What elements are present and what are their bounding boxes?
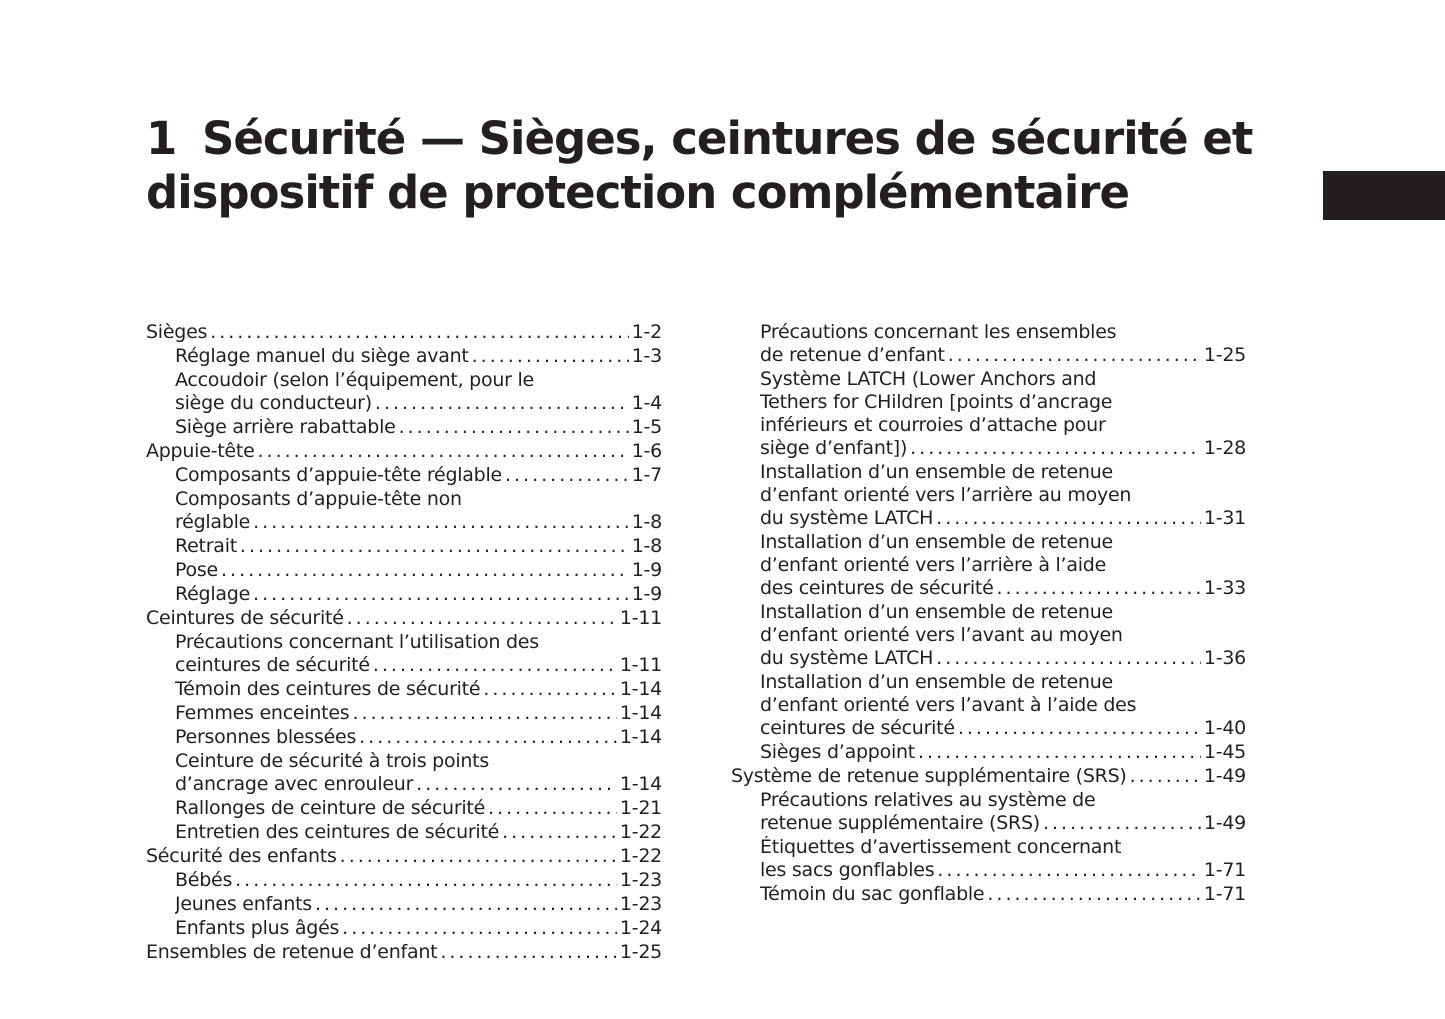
toc-entry-text: Retrait	[175, 535, 237, 557]
toc-entry-last-line	[146, 941, 662, 964]
toc-entry-text: Installation d’un ensemble de retenue	[760, 531, 1113, 553]
toc-page-number: 1-25	[619, 941, 662, 963]
toc-page-number: 1-22	[619, 821, 662, 843]
toc-subsection-entry[interactable]	[146, 702, 662, 725]
toc-page-number: 1-71	[1203, 859, 1246, 881]
toc-entry-text: d’enfant orienté vers l’avant au moyen	[760, 624, 1123, 646]
toc-page-number: 1-14	[619, 773, 662, 795]
toc-page-number: 1-9	[631, 559, 662, 581]
toc-subsection-entry[interactable]	[146, 726, 662, 749]
toc-page-number: 1-8	[631, 511, 662, 533]
toc-entry-line	[760, 601, 1246, 624]
toc-subsection-entry[interactable]	[146, 631, 662, 677]
toc-page-number: 1-33	[1203, 577, 1246, 599]
toc-entry-line	[760, 789, 1246, 812]
toc-entry-text: d’enfant orienté vers l’arrière à l’aide	[760, 554, 1107, 576]
toc-entry-text: Installation d’un ensemble de retenue	[760, 461, 1113, 483]
toc-entry-text: ceintures de sécurité	[175, 654, 370, 676]
toc-entry-text: Enfants plus âgés	[175, 917, 340, 939]
toc-entry-text: les sacs gonflables	[760, 859, 935, 881]
toc-dot-leader	[342, 917, 617, 940]
toc-section-entry[interactable]	[146, 845, 662, 868]
toc-dot-leader	[488, 797, 617, 820]
toc-entry-line	[760, 484, 1246, 507]
toc-subsection-entry[interactable]	[731, 789, 1246, 835]
toc-entry-last-line	[175, 654, 662, 677]
toc-entry-text: Composants d’appuie-tête réglable	[175, 464, 502, 486]
toc-entry-line	[760, 368, 1246, 391]
toc-page-number: 1-11	[619, 654, 662, 676]
toc-entry-text: ceintures de sécurité	[760, 717, 955, 739]
toc-page-number: 1-7	[631, 464, 662, 486]
toc-entry-last-line	[760, 859, 1246, 882]
toc-entry-text: Entretien des ceintures de sécurité	[175, 821, 500, 843]
toc-subsection-entry[interactable]	[146, 678, 662, 701]
toc-page-number: 1-45	[1203, 741, 1246, 763]
toc-subsection-entry[interactable]	[146, 750, 662, 796]
toc-subsection-entry[interactable]	[146, 869, 662, 892]
toc-entry-text: Bébés	[175, 869, 233, 891]
toc-entry-last-line	[760, 437, 1246, 460]
toc-dot-leader	[505, 464, 629, 487]
toc-entry-line	[760, 391, 1246, 414]
toc-entry-last-line	[175, 726, 662, 749]
toc-dot-leader	[235, 869, 617, 892]
toc-dot-leader	[936, 507, 1201, 530]
toc-page-number: 1-23	[619, 893, 662, 915]
toc-entry-text: inférieurs et courroies d’attache pour	[760, 414, 1106, 436]
toc-section-entry[interactable]	[146, 941, 662, 964]
toc-page-number: 1-14	[619, 702, 662, 724]
chapter-title-line-2: dispositif de protection complémentaire	[146, 166, 1130, 219]
toc-dot-leader	[483, 678, 617, 701]
toc-dot-leader	[416, 773, 617, 796]
toc-entry-last-line	[760, 577, 1246, 600]
toc-dot-leader	[253, 511, 629, 534]
toc-dot-leader	[258, 440, 629, 463]
toc-subsection-entry[interactable]	[731, 531, 1246, 600]
toc-subsection-entry[interactable]	[731, 321, 1246, 367]
toc-entry-line	[760, 414, 1246, 437]
toc-entry-text: Appuie-tête	[146, 440, 255, 462]
toc-entry-last-line	[175, 464, 662, 487]
toc-entry-line	[760, 624, 1246, 647]
toc-entry-last-line	[175, 869, 662, 892]
toc-entry-text: Sécurité des enfants	[146, 845, 337, 867]
toc-page-number: 1-49	[1203, 765, 1246, 787]
toc-entry-text: d’enfant orienté vers l’avant à l’aide des	[760, 694, 1137, 716]
toc-entry-text: Ensembles de retenue d’enfant	[146, 941, 438, 963]
toc-page-number: 1-23	[619, 869, 662, 891]
toc-entry-text: Système LATCH (Lower Anchors and	[760, 368, 1097, 390]
toc-entry-last-line	[760, 741, 1246, 764]
toc-page-number: 1-24	[619, 917, 662, 939]
toc-subsection-entry[interactable]	[146, 488, 662, 534]
toc-subsection-entry[interactable]	[731, 671, 1246, 740]
toc-page-number: 1-2	[631, 321, 662, 343]
toc-entry-text: Femmes enceintes	[175, 702, 350, 724]
toc-entry-text: siège du conducteur)	[175, 392, 372, 414]
toc-entry-text: Pose	[175, 559, 218, 581]
toc-entry-line	[760, 321, 1246, 344]
chapter-tab-marker	[1323, 171, 1445, 220]
chapter-number: 1	[146, 112, 177, 165]
toc-page-number: 1-6	[631, 440, 662, 462]
toc-subsection-entry[interactable]	[731, 883, 1246, 906]
toc-entry-text: réglable	[175, 511, 251, 533]
toc-dot-leader	[340, 845, 617, 868]
toc-subsection-entry[interactable]	[731, 461, 1246, 530]
toc-entry-text: Système de retenue supplémentaire (SRS)	[731, 765, 1127, 787]
toc-dot-leader	[221, 559, 629, 582]
toc-entry-line	[760, 531, 1246, 554]
chapter-title-line-1: Sécurité — Sièges, ceintures de sécurité et	[202, 112, 1253, 165]
toc-entry-text: Tethers for CHildren [points d’ancrage	[760, 391, 1113, 413]
toc-page-number: 1-11	[619, 607, 662, 629]
toc-entry-text: Ceinture de sécurité à trois points	[175, 750, 489, 772]
toc-dot-leader	[958, 717, 1201, 740]
toc-entry-text: Sièges	[146, 321, 208, 343]
toc-dot-leader	[373, 654, 617, 677]
toc-entry-text: Étiquettes d’avertissement concernant	[760, 836, 1122, 858]
toc-dot-leader	[997, 577, 1201, 600]
toc-dot-leader	[375, 392, 629, 415]
toc-entry-last-line	[175, 392, 662, 415]
toc-entry-text: des ceintures de sécurité	[760, 577, 994, 599]
toc-dot-leader	[910, 437, 1201, 460]
toc-entry-text: Rallonges de ceinture de sécurité	[175, 797, 486, 819]
toc-dot-leader	[347, 607, 617, 630]
toc-page-number: 1-14	[619, 726, 662, 748]
toc-page-number: 1-22	[619, 845, 662, 867]
toc-section-entry[interactable]	[146, 440, 662, 463]
toc-entry-text: de retenue d’enfant	[760, 344, 945, 366]
toc-subsection-entry[interactable]	[146, 416, 662, 439]
toc-entry-text: d’ancrage avec enrouleur	[175, 773, 414, 795]
toc-entry-last-line	[175, 773, 662, 796]
toc-dot-leader	[240, 535, 629, 558]
toc-subsection-entry[interactable]	[146, 917, 662, 940]
toc-entry-text: Sièges d’appoint	[760, 741, 915, 763]
toc-dot-leader	[502, 821, 617, 844]
toc-entry-line	[760, 461, 1246, 484]
toc-subsection-entry[interactable]	[731, 741, 1246, 764]
toc-entry-line	[760, 694, 1246, 717]
toc-entry-text: Réglage	[175, 583, 251, 605]
toc-entry-text: Personnes blessées	[175, 726, 357, 748]
toc-entry-last-line	[175, 583, 662, 606]
toc-entry-last-line	[760, 717, 1246, 740]
toc-page-number: 1-28	[1203, 437, 1246, 459]
toc-dot-leader	[352, 702, 616, 725]
toc-entry-last-line	[760, 344, 1246, 367]
toc-dot-leader	[987, 883, 1201, 906]
chapter-title	[146, 112, 1266, 220]
toc-entry-last-line	[175, 702, 662, 725]
toc-entry-last-line	[760, 812, 1246, 835]
toc-entry-last-line	[146, 440, 662, 463]
toc-entry-text: Précautions concernant l’utilisation des	[175, 631, 539, 653]
toc-entry-last-line	[760, 883, 1246, 906]
toc-entry-line	[760, 671, 1246, 694]
toc-dot-leader	[253, 583, 629, 606]
toc-dot-leader	[472, 345, 629, 368]
toc-entry-line	[175, 488, 662, 511]
toc-subsection-entry[interactable]	[731, 601, 1246, 670]
toc-dot-leader	[210, 321, 629, 344]
toc-page-number: 1-71	[1203, 883, 1246, 905]
toc-subsection-entry[interactable]	[731, 836, 1246, 882]
toc-entry-text: Composants d’appuie-tête non	[175, 488, 462, 510]
toc-page-number: 1-40	[1203, 717, 1246, 739]
toc-subsection-entry[interactable]	[146, 821, 662, 844]
toc-entry-last-line	[175, 535, 662, 558]
toc-page-number: 1-14	[619, 678, 662, 700]
toc-entry-text: Témoin du sac gonflable	[760, 883, 985, 905]
toc-subsection-entry[interactable]	[146, 797, 662, 820]
toc-entry-text: du système LATCH	[760, 507, 934, 529]
toc-dot-leader	[937, 859, 1201, 882]
toc-page-number: 1-31	[1203, 507, 1246, 529]
toc-entry-text: Installation d’un ensemble de retenue	[760, 671, 1113, 693]
toc-entry-text: Ceintures de sécurité	[146, 607, 344, 629]
toc-dot-leader	[399, 416, 629, 439]
toc-entry-text: Précautions concernant les ensembles	[760, 321, 1117, 343]
toc-subsection-entry[interactable]	[146, 559, 662, 582]
toc-dot-leader	[315, 893, 617, 916]
toc-entry-last-line	[146, 321, 662, 344]
toc-subsection-entry[interactable]	[731, 368, 1246, 460]
toc-dot-leader	[359, 726, 617, 749]
toc-section-entry[interactable]	[146, 321, 662, 344]
toc-entry-last-line	[175, 345, 662, 368]
toc-entry-last-line	[175, 511, 662, 534]
toc-entry-text: Accoudoir (selon l’équipement, pour le	[175, 369, 534, 391]
toc-dot-leader	[1043, 812, 1201, 835]
toc-entry-last-line	[175, 821, 662, 844]
toc-entry-text: du système LATCH	[760, 647, 934, 669]
toc-entry-last-line	[731, 765, 1246, 788]
toc-entry-text: Précautions relatives au système de	[760, 789, 1096, 811]
toc-entry-line	[175, 369, 662, 392]
toc-page-number: 1-3	[631, 345, 662, 367]
toc-left-column	[146, 321, 662, 965]
toc-subsection-entry[interactable]	[146, 464, 662, 487]
toc-entry-line	[175, 631, 662, 654]
toc-entry-last-line	[175, 416, 662, 439]
toc-entry-line	[175, 750, 662, 773]
toc-entry-last-line	[146, 845, 662, 868]
toc-subsection-entry[interactable]	[146, 583, 662, 606]
toc-page-number: 1-5	[631, 416, 662, 438]
toc-entry-last-line	[175, 678, 662, 701]
toc-dot-leader	[948, 344, 1201, 367]
toc-page-number: 1-8	[631, 535, 662, 557]
toc-right-column	[731, 321, 1246, 907]
toc-subsection-entry[interactable]	[146, 893, 662, 916]
toc-dot-leader	[1130, 765, 1201, 788]
toc-entry-last-line	[175, 917, 662, 940]
toc-entry-text: Témoin des ceintures de sécurité	[175, 678, 481, 700]
toc-subsection-entry[interactable]	[146, 345, 662, 368]
toc-entry-last-line	[175, 797, 662, 820]
toc-entry-last-line	[760, 647, 1246, 670]
toc-section-entry[interactable]	[731, 765, 1246, 788]
toc-entry-text: Siège arrière rabattable	[175, 416, 396, 438]
toc-entry-text: retenue supplémentaire (SRS)	[760, 812, 1040, 834]
toc-dot-leader	[918, 741, 1201, 764]
toc-entry-line	[760, 554, 1246, 577]
toc-entry-text: Jeunes enfants	[175, 893, 312, 915]
toc-page-number: 1-4	[631, 392, 662, 414]
toc-entry-line	[760, 836, 1246, 859]
toc-subsection-entry[interactable]	[146, 535, 662, 558]
toc-entry-last-line	[175, 893, 662, 916]
toc-entry-last-line	[760, 507, 1246, 530]
toc-entry-text: siège d’enfant])	[760, 437, 908, 459]
toc-subsection-entry[interactable]	[146, 369, 662, 415]
toc-entry-text: Installation d’un ensemble de retenue	[760, 601, 1113, 623]
toc-entry-last-line	[146, 607, 662, 630]
toc-page-number: 1-25	[1203, 344, 1246, 366]
toc-page-number: 1-36	[1203, 647, 1246, 669]
toc-page-number: 1-9	[631, 583, 662, 605]
toc-dot-leader	[936, 647, 1201, 670]
toc-entry-text: Réglage manuel du siège avant	[175, 345, 469, 367]
toc-entry-text: d’enfant orienté vers l’arrière au moyen	[760, 484, 1132, 506]
toc-page-number: 1-21	[619, 797, 662, 819]
toc-dot-leader	[440, 941, 617, 964]
toc-entry-last-line	[175, 559, 662, 582]
toc-page-number: 1-49	[1203, 812, 1246, 834]
toc-section-entry[interactable]	[146, 607, 662, 630]
